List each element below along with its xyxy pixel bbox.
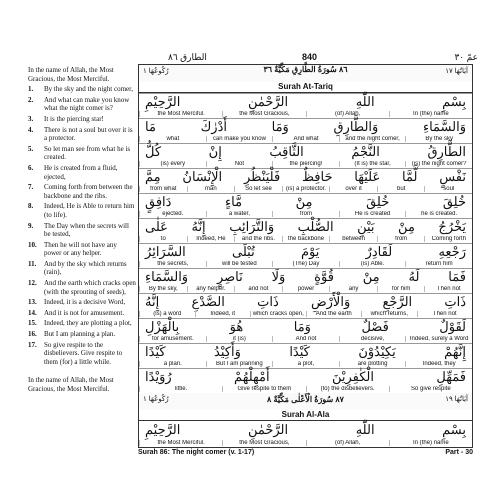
arabic-word: الرَّجْعِ (382, 294, 413, 309)
arabic-word: النَّجْمُ (351, 144, 380, 159)
arabic-word: إِنَّهُ (145, 294, 160, 309)
arabic-row (139, 168, 472, 186)
english-row (139, 260, 472, 268)
arabic-word: إِنْ (208, 144, 222, 159)
arabic-word: وَمَا (293, 319, 311, 334)
verse-text: By the sky and the night comer, (44, 85, 133, 94)
arabic-row (139, 268, 472, 286)
arabic-row (139, 118, 472, 136)
english-gloss: and the ribs. (234, 236, 282, 242)
arabic-word: بِسْمِ (442, 422, 466, 437)
arabic-word: عَلٰى (145, 219, 168, 234)
surah2-meta-ar: ٨٧ سُورَةُ الْأَعْلٰى مَكِّيَّةٌ ٨ (267, 395, 344, 404)
arabic-word: يَخْرُجُ (438, 219, 466, 234)
verse-number: 11. (28, 259, 37, 268)
english-gloss: it (is) (206, 336, 273, 342)
arabic-word: لَهُ (408, 269, 420, 284)
english-gloss: any helper. (187, 286, 235, 292)
english-gloss: (The) Day (272, 261, 339, 267)
footer-surah: Surah 86: The night comer (v. 1-17) (138, 449, 255, 456)
arabic-word: فَلْيَنْظُرِ (243, 169, 281, 184)
verse-text: Then he will not have any power or any helper. (44, 240, 117, 258)
verse-text: So give respite to the disbelievers. Give respite to them (for) a little while. (44, 340, 123, 366)
arabic-word: وَمَا (271, 119, 289, 134)
arabic-word: يَكِيْدُوْنَ (358, 344, 396, 359)
verse-number: 2. (28, 95, 34, 104)
english-gloss: He is created (339, 211, 406, 217)
arabic-word: الرَّحْمٰنِ (247, 94, 289, 109)
english-row (139, 335, 472, 343)
english-gloss: And what (272, 136, 339, 142)
english-gloss: a water, (206, 211, 273, 217)
arabic-word: خُلِقَ (366, 194, 390, 209)
english-gloss: between (329, 236, 377, 242)
english-gloss: over it (329, 186, 377, 192)
arabic-word: قُوَّةٍ (314, 269, 334, 284)
english-gloss: but (377, 186, 425, 192)
english-gloss: from (272, 211, 339, 217)
arabic-word: وَالْأَرْضِ (310, 294, 351, 309)
english-gloss: Coming forth (424, 236, 472, 242)
verse-number: 5. (28, 144, 34, 153)
english-gloss: ejected. (139, 211, 206, 217)
basmala-translation-2: In the name of Allah, the Most Gracious, the Most Merciful. (28, 376, 114, 393)
english-gloss: the Most Gracious, (222, 440, 305, 446)
english-gloss: for amusement. (139, 336, 206, 342)
verse-text: Indeed, He is Able to return him (to life). (44, 202, 135, 219)
arabic-word: رَجْعِهِ (438, 244, 466, 259)
arabic-word: الْكٰفِرِيْنَ (331, 369, 374, 384)
english-gloss: (is) every (139, 161, 206, 167)
english-row (139, 110, 472, 118)
arabic-word: بَيْنِ (357, 219, 375, 234)
english-gloss: the Most Merciful. (139, 111, 222, 117)
arabic-word: وَالسَّمَاءِ (422, 119, 466, 134)
arabic-word: وَالطَّارِقِ (333, 119, 379, 134)
surah2-title: Surah Al-Ala (281, 410, 330, 419)
english-gloss: which cracks open, (250, 311, 306, 317)
verse-number: 14. (28, 308, 37, 317)
verse-text: The Day when the secrets will be tested, (44, 221, 129, 239)
page-number: 840 (302, 52, 318, 62)
arabic-word: الطَّارِقُ (427, 144, 466, 159)
verse-translation (28, 96, 136, 113)
arabic-row (139, 193, 472, 211)
arabic-word: لَّمَّا (402, 169, 418, 184)
english-gloss: So let see (234, 186, 282, 192)
arabic-word: فَمَهِّلِ (436, 369, 466, 384)
arabic-word: عَلَيْهَا (354, 169, 381, 184)
verse-number: 16. (28, 330, 37, 339)
arabic-row (139, 93, 472, 111)
verse-number: 8. (28, 202, 34, 211)
english-gloss: the secrets, (139, 261, 206, 267)
verse-translation (28, 330, 136, 339)
arabic-word: مَا (145, 119, 156, 134)
arabic-word: نَاصِرٍ (216, 269, 243, 284)
arabic-word: السَّرَائِرُ (145, 244, 186, 259)
surah2-english-row (139, 439, 472, 447)
english-gloss: from (377, 236, 425, 242)
arabic-word: بِسْمِ (442, 94, 466, 109)
english-row (139, 160, 472, 168)
english-gloss: (of) Allah, (306, 440, 389, 446)
arabic-word: لَقَوْلٌ (439, 319, 466, 334)
surah-ruku: رُكُوعُهَا ١ (143, 68, 169, 75)
arabic-word: حَافِظٌ (301, 169, 333, 184)
verse-text: Indeed, it is a decisive Word, (44, 298, 126, 307)
english-gloss: which returns, (361, 311, 417, 317)
basmala-translation: In the name of Allah, the Most Gracious, the Most Merciful. (28, 66, 114, 83)
english-row (139, 235, 472, 243)
arabic-word: تُبْلَى (232, 244, 255, 259)
english-gloss: any (329, 286, 377, 292)
english-gloss: (is) a word (139, 311, 195, 317)
verse-number: 17. (28, 340, 37, 349)
arabic-word: مَّاءٍ (225, 194, 243, 209)
surah2-ruku: رُكُوعُهَا ١ (143, 396, 169, 403)
english-gloss: (is) the night comer? (405, 161, 472, 167)
verse-translation (28, 145, 136, 162)
verse-text: So let man see from what he is created. (44, 144, 131, 162)
arabic-row (139, 143, 472, 161)
verse-number: 7. (28, 183, 34, 192)
english-gloss: return him (405, 261, 472, 267)
arabic-word: وَأَكِيْدُ (214, 344, 241, 359)
surah-ayat: آيَاتُهَا ١٧ (445, 68, 468, 75)
english-gloss: Indeed, He (187, 236, 235, 242)
english-gloss: the Most Gracious, (222, 111, 305, 117)
arabic-row (139, 368, 472, 386)
english-gloss: what (139, 136, 206, 142)
arabic-word: فَمَا (448, 269, 466, 284)
verse-text: Indeed, they are plotting a plot, (44, 319, 132, 328)
arabic-word: يَوْمَ (300, 244, 320, 259)
arabic-word: ذَاتِ (257, 294, 279, 309)
surah-banner (139, 65, 472, 83)
arabic-word: مِمَّ (145, 169, 161, 184)
english-gloss: Not (206, 161, 273, 167)
verse-number: 1. (28, 85, 34, 94)
surah-meta-ar: ٨٦ سُورَةُ الطَّارِقِ مَكِّيَّةٌ ٣٦ (263, 65, 348, 74)
english-gloss: In (the) name (389, 111, 472, 117)
translation-column (28, 66, 136, 466)
english-gloss: Indeed, surely a Word (405, 336, 472, 342)
arabic-word: كُلُّ (145, 144, 162, 159)
arabic-word: الرَّحِيْمِ (145, 422, 181, 437)
verse-text: But I am planning a plan. (44, 330, 116, 339)
header-surah-ar: الطارق ٨٦ (168, 52, 207, 62)
english-gloss: And the earth (306, 311, 362, 317)
arabic-word: إِنَّهُ (191, 219, 206, 234)
arabic-word: دَافِقٍ (145, 194, 172, 209)
header-juz-ar: عمّ ٣٠ (454, 52, 478, 62)
english-gloss: (is) Able. (339, 261, 406, 267)
verse-number: 12. (28, 279, 37, 288)
footer-part: Part - 30 (445, 449, 473, 456)
english-row (139, 360, 472, 368)
english-row (139, 185, 472, 193)
verse-translation (28, 260, 136, 277)
verse-text: And what can make you know what the night comer is? (44, 95, 130, 113)
verse-text: And by the sky which returns (rain), (44, 259, 127, 277)
verse-text: It is the piercing star! (44, 114, 104, 123)
english-gloss: soul (424, 186, 472, 192)
arabic-word: مِنْ (398, 219, 415, 234)
english-gloss: In (the) name (389, 440, 472, 446)
arabic-row (139, 293, 472, 311)
arabic-word: اللّٰهِ (355, 94, 375, 109)
english-gloss: the backbone (282, 236, 330, 242)
arabic-word: ذَاتِ (444, 294, 466, 309)
arabic-word: أَدْرٰكَ (200, 119, 227, 134)
verse-translation (28, 85, 136, 94)
arabic-word: الْإِنْسَانُ (182, 169, 223, 184)
english-gloss: will be tested (206, 261, 273, 267)
arabic-word: مِنْ (295, 194, 313, 209)
english-gloss: he is created. (405, 211, 472, 217)
verse-number: 15. (28, 319, 37, 328)
arabic-word: هُوَ (229, 319, 244, 334)
surah-title: Surah At-Tariq (278, 82, 333, 91)
verse-number: 3. (28, 114, 34, 123)
english-gloss: (It is) the star, (339, 161, 406, 167)
english-gloss: decisive, (339, 336, 406, 342)
surah2-arabic-row (139, 421, 472, 439)
verse-translation (28, 319, 136, 328)
english-gloss: can make you know (206, 136, 273, 142)
verse-translation (28, 341, 136, 367)
verse-text: There is not a soul but over it is a protector. (44, 125, 133, 143)
arabic-word: مِنْ (362, 269, 380, 284)
arabic-word: إِنَّهُمْ (444, 344, 466, 359)
english-gloss: So give respite (389, 386, 472, 392)
arabic-word: وَالسَّمَاءِ (145, 269, 189, 284)
arabic-word: نَفْسٍ (439, 169, 466, 184)
english-gloss: Then not (417, 311, 473, 317)
verse-translation (28, 309, 136, 318)
english-gloss: By the sky, (139, 286, 187, 292)
verse-translation (28, 202, 136, 219)
english-row (139, 385, 472, 393)
english-row (139, 285, 472, 293)
english-gloss: power (282, 286, 330, 292)
arabic-row (139, 343, 472, 361)
verse-translation (28, 183, 136, 200)
arabic-word: فَصْلٌ (361, 319, 389, 334)
english-gloss: (is) a protector. (282, 186, 330, 192)
surah2-ayat: آيَاتُهَا ١٩ (445, 396, 468, 403)
verse-text: And the earth which cracks open (with the sprouting of seeds), (44, 279, 136, 296)
english-gloss: a plot, (272, 361, 339, 367)
english-gloss: the Most Merciful. (139, 440, 222, 446)
english-gloss: By the sky (405, 136, 472, 142)
verse-text: Coming forth from between the backbone and the ribs. (44, 183, 133, 200)
english-row (139, 310, 472, 318)
arabic-word: أَمْهِلْهُمْ (234, 369, 270, 384)
english-gloss: and not (234, 286, 282, 292)
arabic-word: اللّٰهِ (355, 422, 375, 437)
english-row (139, 135, 472, 143)
arabic-word: وَالتَّرَائِبِ (229, 219, 275, 234)
verse-translation (28, 298, 136, 307)
arabic-word: الصُّلْبِ (297, 219, 334, 234)
arabic-word: وَلَا (271, 269, 286, 284)
verse-number: 10. (28, 240, 37, 249)
english-gloss: Give respite to them (222, 386, 305, 392)
english-gloss: Indeed, it (195, 311, 251, 317)
english-gloss: are plotting (339, 361, 406, 367)
verse-translation (28, 241, 136, 258)
arabic-word: خُلِقَ (442, 194, 466, 209)
arabic-word: رُوَيْدًا (145, 369, 172, 384)
arabic-row (139, 218, 472, 236)
english-gloss: And not (272, 336, 339, 342)
verse-number: 6. (28, 163, 34, 172)
english-gloss: and the night comer, (339, 136, 406, 142)
arabic-word: كَيْدًا (289, 344, 310, 359)
arabic-word: بِالْهَزْلِ (145, 319, 180, 334)
verse-text: He is created from a fluid, ejected, (44, 163, 118, 181)
english-gloss: man (187, 186, 235, 192)
english-gloss: a plan. (139, 361, 206, 367)
arabic-word: كَيْدًا (145, 344, 166, 359)
arabic-word: الرَّحْمٰنِ (247, 422, 289, 437)
english-row (139, 210, 472, 218)
verse-translation (28, 115, 136, 124)
english-gloss: (of) Allah, (306, 111, 389, 117)
surah2-banner (139, 393, 472, 411)
english-gloss: But I am planning (206, 361, 273, 367)
page-footer (138, 449, 473, 461)
verse-number: 4. (28, 125, 34, 134)
verse-text: And it is not for amusement. (44, 308, 125, 317)
verse-translation (28, 279, 136, 296)
surah-title-bar (139, 82, 472, 93)
english-gloss: (to) the disbelievers. (306, 386, 389, 392)
arabic-word: الثَّاقِبُ (269, 144, 304, 159)
english-gloss: Indeed, they (405, 361, 472, 367)
english-gloss: from what (139, 186, 187, 192)
arabic-word: لَقَادِرٌ (365, 244, 393, 259)
word-by-word-panel (138, 64, 473, 448)
arabic-word: الرَّحِيْمِ (145, 94, 181, 109)
arabic-row (139, 243, 472, 261)
english-gloss: little. (139, 386, 222, 392)
arabic-word: الصَّدْعِ (191, 294, 225, 309)
verse-number: 13. (28, 298, 37, 307)
english-gloss: to (139, 236, 187, 242)
english-gloss: for him (377, 286, 425, 292)
verse-translation (28, 126, 136, 143)
english-gloss: the piercing! (272, 161, 339, 167)
mushaf-page (28, 52, 478, 462)
verse-translation (28, 164, 136, 181)
verse-translation (28, 222, 136, 239)
arabic-row (139, 318, 472, 336)
surah2-title-bar (139, 410, 472, 421)
english-gloss: Then not (424, 286, 472, 292)
verse-number: 9. (28, 221, 34, 230)
